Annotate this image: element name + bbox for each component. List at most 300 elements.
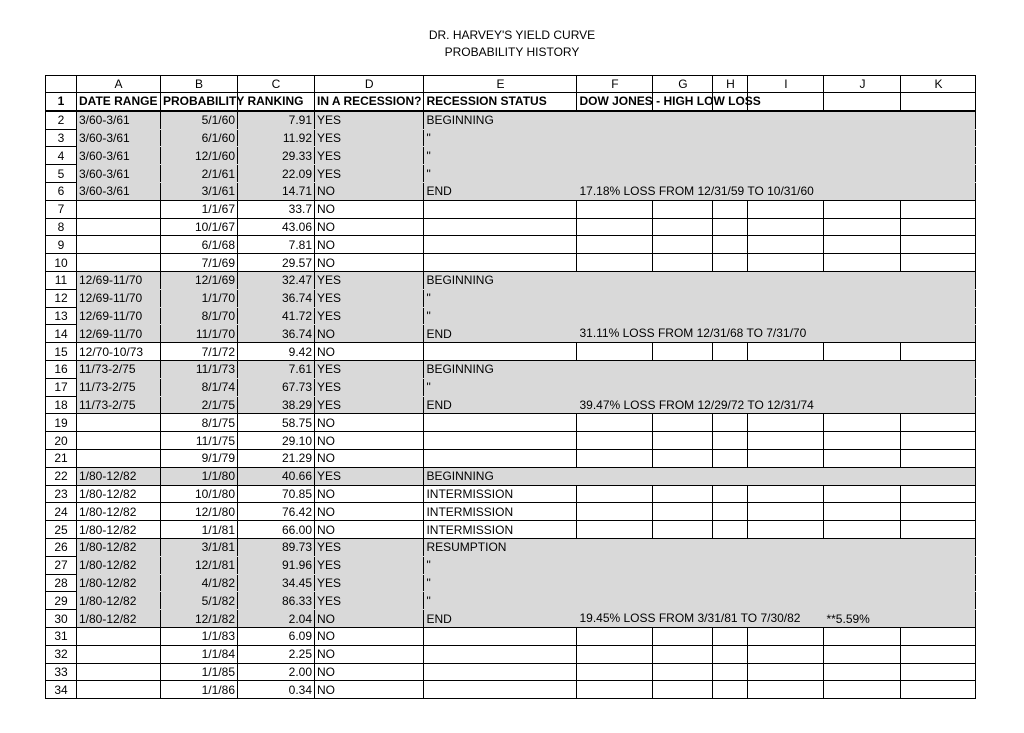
cell-in-recession[interactable]: YES xyxy=(315,307,424,325)
cell-in-recession[interactable]: NO xyxy=(315,200,424,218)
cell-date-range[interactable]: 1/80-12/82 xyxy=(77,485,161,503)
cell-probability[interactable]: 40.66 xyxy=(238,467,315,485)
cell-recession-status[interactable] xyxy=(424,414,577,432)
cell-g[interactable] xyxy=(653,503,713,521)
column-header-d[interactable]: D xyxy=(315,76,424,93)
cell-g[interactable] xyxy=(653,129,713,147)
cell-dow-jones-loss[interactable] xyxy=(577,396,814,414)
cell-recession-status[interactable]: END xyxy=(424,325,577,343)
cell-probability[interactable]: 9.42 xyxy=(238,343,315,361)
cell-h[interactable] xyxy=(713,538,748,556)
row-number[interactable]: 12 xyxy=(46,289,77,307)
row-number[interactable]: 7 xyxy=(46,200,77,218)
cell-h[interactable] xyxy=(713,503,748,521)
cell-g[interactable] xyxy=(653,574,713,592)
row-number[interactable]: 6 xyxy=(46,182,77,200)
cell-date[interactable]: 7/1/69 xyxy=(161,254,238,272)
cell-j[interactable] xyxy=(824,271,901,289)
cell-j[interactable] xyxy=(824,592,901,610)
cell-h[interactable] xyxy=(713,111,748,129)
cell-h[interactable] xyxy=(713,289,748,307)
cell-dow-jones-loss[interactable] xyxy=(577,645,653,663)
header-dow-jones-loss[interactable]: DOW JONES - HIGH LOW LOSS xyxy=(577,93,653,111)
cell-j[interactable] xyxy=(824,236,901,254)
cell-i[interactable] xyxy=(748,449,824,467)
cell-j[interactable] xyxy=(824,627,901,645)
cell-dow-jones-loss[interactable] xyxy=(577,592,653,610)
cell-recession-status[interactable]: " xyxy=(424,307,577,325)
cell-g[interactable] xyxy=(653,485,713,503)
cell-recession-status[interactable]: BEGINNING xyxy=(424,360,577,378)
row-number[interactable]: 27 xyxy=(46,556,77,574)
cell-g[interactable] xyxy=(653,254,713,272)
cell-probability[interactable]: 29.57 xyxy=(238,254,315,272)
cell-probability[interactable]: 76.42 xyxy=(238,503,315,521)
column-header-k[interactable]: K xyxy=(901,76,976,93)
row-number[interactable]: 26 xyxy=(46,538,77,556)
cell-date[interactable]: 7/1/72 xyxy=(161,343,238,361)
cell-g[interactable] xyxy=(653,627,713,645)
cell-j[interactable] xyxy=(824,574,901,592)
cell-recession-status[interactable] xyxy=(424,218,577,236)
cell-j[interactable] xyxy=(824,289,901,307)
cell-h[interactable] xyxy=(713,236,748,254)
cell-i[interactable] xyxy=(748,503,824,521)
cell-dow-jones-loss[interactable] xyxy=(577,485,653,503)
cell-i[interactable] xyxy=(748,111,824,129)
cell-h[interactable] xyxy=(713,556,748,574)
cell-k[interactable] xyxy=(901,663,976,681)
cell-probability[interactable]: 33.7 xyxy=(238,200,315,218)
cell-recession-status[interactable]: INTERMISSION xyxy=(424,503,577,521)
cell-dow-jones-loss[interactable] xyxy=(577,663,653,681)
cell-h[interactable] xyxy=(713,592,748,610)
cell-j[interactable] xyxy=(824,147,901,165)
cell-k[interactable] xyxy=(901,254,976,272)
cell-recession-status[interactable]: BEGINNING xyxy=(424,467,577,485)
cell-j[interactable] xyxy=(824,129,901,147)
cell-k[interactable] xyxy=(901,574,976,592)
cell-date[interactable]: 11/1/73 xyxy=(161,360,238,378)
cell-probability[interactable]: 41.72 xyxy=(238,307,315,325)
cell-date-range[interactable]: 3/60-3/61 xyxy=(77,129,161,147)
cell-j[interactable]: **5.59% xyxy=(824,610,901,628)
cell-k[interactable] xyxy=(901,129,976,147)
cell-date-range[interactable]: 1/80-12/82 xyxy=(77,521,161,539)
cell-date[interactable]: 5/1/60 xyxy=(161,111,238,129)
cell-recession-status[interactable]: " xyxy=(424,129,577,147)
cell-recession-status[interactable] xyxy=(424,645,577,663)
cell-h[interactable] xyxy=(713,378,748,396)
cell-j[interactable] xyxy=(824,556,901,574)
cell-in-recession[interactable]: NO xyxy=(315,432,424,450)
cell-k[interactable] xyxy=(901,538,976,556)
row-number[interactable]: 2 xyxy=(46,111,77,129)
cell-k[interactable] xyxy=(901,592,976,610)
cell-dow-jones-loss[interactable] xyxy=(577,556,653,574)
row-number[interactable]: 29 xyxy=(46,592,77,610)
cell-k[interactable] xyxy=(901,467,976,485)
cell-recession-status[interactable] xyxy=(424,200,577,218)
cell-dow-jones-loss[interactable] xyxy=(577,503,653,521)
cell-h[interactable] xyxy=(713,645,748,663)
cell-date[interactable]: 2/1/61 xyxy=(161,165,238,183)
cell-g[interactable] xyxy=(653,165,713,183)
cell-i[interactable] xyxy=(748,574,824,592)
cell-i[interactable] xyxy=(748,592,824,610)
cell-in-recession[interactable]: YES xyxy=(315,574,424,592)
cell-date[interactable]: 1/1/80 xyxy=(161,467,238,485)
cell-date[interactable]: 12/1/81 xyxy=(161,556,238,574)
cell-dow-jones-loss[interactable] xyxy=(577,432,653,450)
cell-date[interactable]: 6/1/60 xyxy=(161,129,238,147)
cell-recession-status[interactable] xyxy=(424,236,577,254)
cell-recession-status[interactable]: " xyxy=(424,378,577,396)
cell-recession-status[interactable] xyxy=(424,681,577,699)
cell-date-range[interactable] xyxy=(77,200,161,218)
cell-in-recession[interactable]: NO xyxy=(315,414,424,432)
cell-g[interactable] xyxy=(653,360,713,378)
cell-in-recession[interactable]: YES xyxy=(315,396,424,414)
row-number[interactable]: 28 xyxy=(46,574,77,592)
cell-j[interactable] xyxy=(824,645,901,663)
cell-date[interactable]: 1/1/86 xyxy=(161,681,238,699)
cell-date[interactable]: 8/1/74 xyxy=(161,378,238,396)
row-number[interactable]: 5 xyxy=(46,165,77,183)
cell-h[interactable] xyxy=(713,200,748,218)
cell-date[interactable]: 8/1/75 xyxy=(161,414,238,432)
row-number[interactable]: 25 xyxy=(46,521,77,539)
cell-g[interactable] xyxy=(653,378,713,396)
cell-k[interactable] xyxy=(901,485,976,503)
header-in-a-recession[interactable]: IN A RECESSION? xyxy=(315,93,424,111)
cell-date[interactable]: 10/1/80 xyxy=(161,485,238,503)
cell-dow-jones-loss[interactable] xyxy=(577,111,653,129)
cell-in-recession[interactable]: NO xyxy=(315,218,424,236)
cell-recession-status[interactable]: END xyxy=(424,610,577,628)
cell-i[interactable] xyxy=(748,236,824,254)
cell-dow-jones-loss[interactable] xyxy=(577,254,653,272)
cell-h[interactable] xyxy=(713,663,748,681)
cell-dow-jones-loss[interactable] xyxy=(577,378,653,396)
cell-probability[interactable]: 70.85 xyxy=(238,485,315,503)
cell-k[interactable] xyxy=(901,307,976,325)
cell-i[interactable] xyxy=(748,254,824,272)
cell-probability[interactable]: 2.00 xyxy=(238,663,315,681)
cell-dow-jones-loss[interactable] xyxy=(577,343,653,361)
column-header-j[interactable]: J xyxy=(824,76,901,93)
cell-in-recession[interactable]: YES xyxy=(315,165,424,183)
cell-recession-status[interactable]: " xyxy=(424,574,577,592)
cell-date[interactable]: 2/1/75 xyxy=(161,396,238,414)
cell-in-recession[interactable]: NO xyxy=(315,182,424,200)
cell-probability[interactable]: 22.09 xyxy=(238,165,315,183)
cell-g[interactable] xyxy=(653,147,713,165)
cell-date-range[interactable]: 1/80-12/82 xyxy=(77,467,161,485)
cell-date-range[interactable]: 1/80-12/82 xyxy=(77,538,161,556)
cell-j[interactable] xyxy=(824,325,901,343)
cell-in-recession[interactable]: NO xyxy=(315,254,424,272)
cell-date-range[interactable]: 12/69-11/70 xyxy=(77,307,161,325)
cell-date[interactable]: 11/1/75 xyxy=(161,432,238,450)
cell-i[interactable] xyxy=(748,343,824,361)
cell-k[interactable] xyxy=(901,432,976,450)
cell-date-range[interactable]: 3/60-3/61 xyxy=(77,165,161,183)
cell-i[interactable] xyxy=(748,200,824,218)
cell-date-range[interactable] xyxy=(77,254,161,272)
cell-in-recession[interactable]: NO xyxy=(315,343,424,361)
cell-date-range[interactable] xyxy=(77,218,161,236)
cell-g[interactable] xyxy=(653,556,713,574)
cell-probability[interactable]: 7.81 xyxy=(238,236,315,254)
corner-cell[interactable] xyxy=(46,76,77,93)
cell-j[interactable] xyxy=(824,449,901,467)
cell-in-recession[interactable]: YES xyxy=(315,289,424,307)
cell-probability[interactable]: 58.75 xyxy=(238,414,315,432)
cell-k[interactable] xyxy=(901,556,976,574)
cell-i[interactable] xyxy=(748,538,824,556)
cell-dow-jones-loss[interactable] xyxy=(577,307,653,325)
cell-h[interactable] xyxy=(713,467,748,485)
cell-k[interactable] xyxy=(901,271,976,289)
cell-recession-status[interactable]: " xyxy=(424,289,577,307)
column-header-e[interactable]: E xyxy=(424,76,577,93)
cell-h[interactable] xyxy=(713,343,748,361)
cell-dow-jones-loss[interactable] xyxy=(577,182,814,200)
cell-j[interactable] xyxy=(824,378,901,396)
row-number[interactable]: 20 xyxy=(46,432,77,450)
cell-dow-jones-loss[interactable] xyxy=(577,129,653,147)
row-number[interactable]: 30 xyxy=(46,610,77,628)
row-number[interactable]: 3 xyxy=(46,129,77,147)
cell-i[interactable] xyxy=(748,663,824,681)
cell-h[interactable] xyxy=(713,574,748,592)
cell-probability[interactable]: 7.61 xyxy=(238,360,315,378)
cell-j[interactable] xyxy=(824,396,901,414)
cell-k[interactable] xyxy=(901,396,976,414)
cell-dow-jones-loss[interactable] xyxy=(577,610,801,628)
cell-recession-status[interactable]: " xyxy=(424,147,577,165)
cell-k[interactable] xyxy=(901,218,976,236)
cell-date-range[interactable]: 1/80-12/82 xyxy=(77,556,161,574)
cell-dow-jones-loss[interactable] xyxy=(577,360,653,378)
cell-in-recession[interactable]: NO xyxy=(315,236,424,254)
cell-k[interactable] xyxy=(901,111,976,129)
cell-g[interactable] xyxy=(653,645,713,663)
cell-date-range[interactable]: 1/80-12/82 xyxy=(77,503,161,521)
column-header-a[interactable]: A xyxy=(77,76,161,93)
cell-in-recession[interactable]: NO xyxy=(315,325,424,343)
cell-j[interactable] xyxy=(824,414,901,432)
row-number[interactable]: 16 xyxy=(46,360,77,378)
cell-k[interactable] xyxy=(901,449,976,467)
cell-date[interactable]: 1/1/70 xyxy=(161,289,238,307)
row-number[interactable]: 9 xyxy=(46,236,77,254)
cell-recession-status[interactable]: " xyxy=(424,592,577,610)
cell-date[interactable]: 12/1/60 xyxy=(161,147,238,165)
cell-g[interactable] xyxy=(653,111,713,129)
row-number[interactable]: 24 xyxy=(46,503,77,521)
cell-date-range[interactable]: 11/73-2/75 xyxy=(77,396,161,414)
cell-k[interactable] xyxy=(901,236,976,254)
cell-i[interactable] xyxy=(748,556,824,574)
row-number[interactable]: 11 xyxy=(46,271,77,289)
cell-i[interactable] xyxy=(748,467,824,485)
cell-dow-jones-loss[interactable] xyxy=(577,521,653,539)
cell-date-range[interactable]: 11/73-2/75 xyxy=(77,360,161,378)
cell-k[interactable] xyxy=(901,325,976,343)
cell-j[interactable] xyxy=(824,165,901,183)
cell-date-range[interactable]: 11/73-2/75 xyxy=(77,378,161,396)
row-number[interactable]: 34 xyxy=(46,681,77,699)
row-number[interactable]: 22 xyxy=(46,467,77,485)
cell-k[interactable] xyxy=(901,182,976,200)
cell-dow-jones-loss[interactable] xyxy=(577,538,653,556)
cell-i[interactable] xyxy=(748,645,824,663)
row-number[interactable]: 33 xyxy=(46,663,77,681)
cell-g[interactable] xyxy=(653,663,713,681)
cell-date-range[interactable]: 3/60-3/61 xyxy=(77,147,161,165)
cell-in-recession[interactable]: YES xyxy=(315,129,424,147)
cell-date-range[interactable] xyxy=(77,236,161,254)
cell-in-recession[interactable]: YES xyxy=(315,147,424,165)
cell-h[interactable] xyxy=(713,165,748,183)
cell-date-range[interactable]: 12/69-11/70 xyxy=(77,289,161,307)
cell-date-range[interactable]: 12/69-11/70 xyxy=(77,325,161,343)
cell-in-recession[interactable]: NO xyxy=(315,503,424,521)
cell-recession-status[interactable]: END xyxy=(424,182,577,200)
row-number[interactable]: 1 xyxy=(46,93,77,111)
row-number[interactable]: 19 xyxy=(46,414,77,432)
cell-probability[interactable]: 7.91 xyxy=(238,111,315,129)
cell-i[interactable] xyxy=(748,485,824,503)
cell-h[interactable] xyxy=(713,254,748,272)
column-header-h[interactable]: H xyxy=(713,76,748,93)
cell-g[interactable] xyxy=(653,521,713,539)
cell-j[interactable] xyxy=(824,360,901,378)
cell-dow-jones-loss[interactable] xyxy=(577,467,653,485)
cell-recession-status[interactable]: " xyxy=(424,165,577,183)
row-number[interactable]: 4 xyxy=(46,147,77,165)
cell-recession-status[interactable] xyxy=(424,449,577,467)
cell-i[interactable] xyxy=(748,360,824,378)
cell-k[interactable] xyxy=(901,343,976,361)
cell-g[interactable] xyxy=(653,218,713,236)
cell-i[interactable] xyxy=(748,378,824,396)
cell-dow-jones-loss[interactable] xyxy=(577,147,653,165)
cell-j[interactable] xyxy=(824,307,901,325)
cell-j[interactable] xyxy=(824,218,901,236)
cell-h[interactable] xyxy=(713,449,748,467)
cell-in-recession[interactable]: NO xyxy=(315,485,424,503)
column-header-c[interactable]: C xyxy=(238,76,315,93)
cell-in-recession[interactable]: YES xyxy=(315,360,424,378)
cell-date[interactable]: 1/1/83 xyxy=(161,627,238,645)
cell-date[interactable]: 6/1/68 xyxy=(161,236,238,254)
cell-h[interactable] xyxy=(713,218,748,236)
cell-in-recession[interactable]: NO xyxy=(315,610,424,628)
cell-probability[interactable]: 36.74 xyxy=(238,289,315,307)
cell-recession-status[interactable]: RESUMPTION xyxy=(424,538,577,556)
cell-in-recession[interactable]: YES xyxy=(315,378,424,396)
cell-probability[interactable]: 29.33 xyxy=(238,147,315,165)
cell-date[interactable]: 12/1/82 xyxy=(161,610,238,628)
cell-recession-status[interactable] xyxy=(424,343,577,361)
cell-k[interactable] xyxy=(901,378,976,396)
cell-k[interactable] xyxy=(901,360,976,378)
cell-j[interactable] xyxy=(824,467,901,485)
header-cell-j[interactable] xyxy=(824,93,901,111)
cell-recession-status[interactable] xyxy=(424,432,577,450)
cell-k[interactable] xyxy=(901,521,976,539)
row-number[interactable]: 18 xyxy=(46,396,77,414)
row-number[interactable]: 8 xyxy=(46,218,77,236)
cell-i[interactable] xyxy=(748,307,824,325)
cell-date-range[interactable] xyxy=(77,432,161,450)
cell-h[interactable] xyxy=(713,307,748,325)
cell-date-range[interactable] xyxy=(77,645,161,663)
cell-date[interactable]: 11/1/70 xyxy=(161,325,238,343)
cell-dow-jones-loss[interactable] xyxy=(577,218,653,236)
cell-date[interactable]: 3/1/61 xyxy=(161,182,238,200)
cell-in-recession[interactable]: NO xyxy=(315,627,424,645)
column-header-f[interactable]: F xyxy=(577,76,653,93)
row-number[interactable]: 15 xyxy=(46,343,77,361)
cell-i[interactable] xyxy=(748,432,824,450)
cell-k[interactable] xyxy=(901,681,976,699)
cell-date-range[interactable] xyxy=(77,627,161,645)
cell-g[interactable] xyxy=(653,681,713,699)
cell-date-range[interactable]: 1/80-12/82 xyxy=(77,592,161,610)
cell-in-recession[interactable]: YES xyxy=(315,592,424,610)
cell-h[interactable] xyxy=(713,681,748,699)
cell-dow-jones-loss[interactable] xyxy=(577,574,653,592)
cell-k[interactable] xyxy=(901,200,976,218)
cell-probability[interactable]: 38.29 xyxy=(238,396,315,414)
cell-date[interactable]: 9/1/79 xyxy=(161,449,238,467)
cell-k[interactable] xyxy=(901,165,976,183)
cell-probability[interactable]: 86.33 xyxy=(238,592,315,610)
row-number[interactable]: 32 xyxy=(46,645,77,663)
cell-dow-jones-loss[interactable] xyxy=(577,200,653,218)
cell-date[interactable]: 1/1/81 xyxy=(161,521,238,539)
cell-i[interactable] xyxy=(748,218,824,236)
cell-in-recession[interactable]: NO xyxy=(315,521,424,539)
cell-dow-jones-loss[interactable] xyxy=(577,236,653,254)
cell-in-recession[interactable]: YES xyxy=(315,271,424,289)
cell-in-recession[interactable]: YES xyxy=(315,556,424,574)
cell-date-range[interactable] xyxy=(77,449,161,467)
cell-probability[interactable]: 2.25 xyxy=(238,645,315,663)
cell-i[interactable] xyxy=(748,521,824,539)
cell-i[interactable] xyxy=(748,165,824,183)
cell-date-range[interactable] xyxy=(77,663,161,681)
cell-in-recession[interactable]: YES xyxy=(315,467,424,485)
row-number[interactable]: 14 xyxy=(46,325,77,343)
cell-j[interactable] xyxy=(824,521,901,539)
cell-g[interactable] xyxy=(653,538,713,556)
cell-probability[interactable]: 34.45 xyxy=(238,574,315,592)
cell-dow-jones-loss[interactable] xyxy=(577,271,653,289)
cell-k[interactable] xyxy=(901,414,976,432)
cell-i[interactable] xyxy=(748,147,824,165)
header-date-range[interactable]: DATE RANGE xyxy=(77,93,161,111)
cell-recession-status[interactable] xyxy=(424,254,577,272)
cell-in-recession[interactable]: NO xyxy=(315,681,424,699)
cell-dow-jones-loss[interactable] xyxy=(577,681,653,699)
cell-date[interactable]: 10/1/67 xyxy=(161,218,238,236)
cell-probability[interactable]: 89.73 xyxy=(238,538,315,556)
